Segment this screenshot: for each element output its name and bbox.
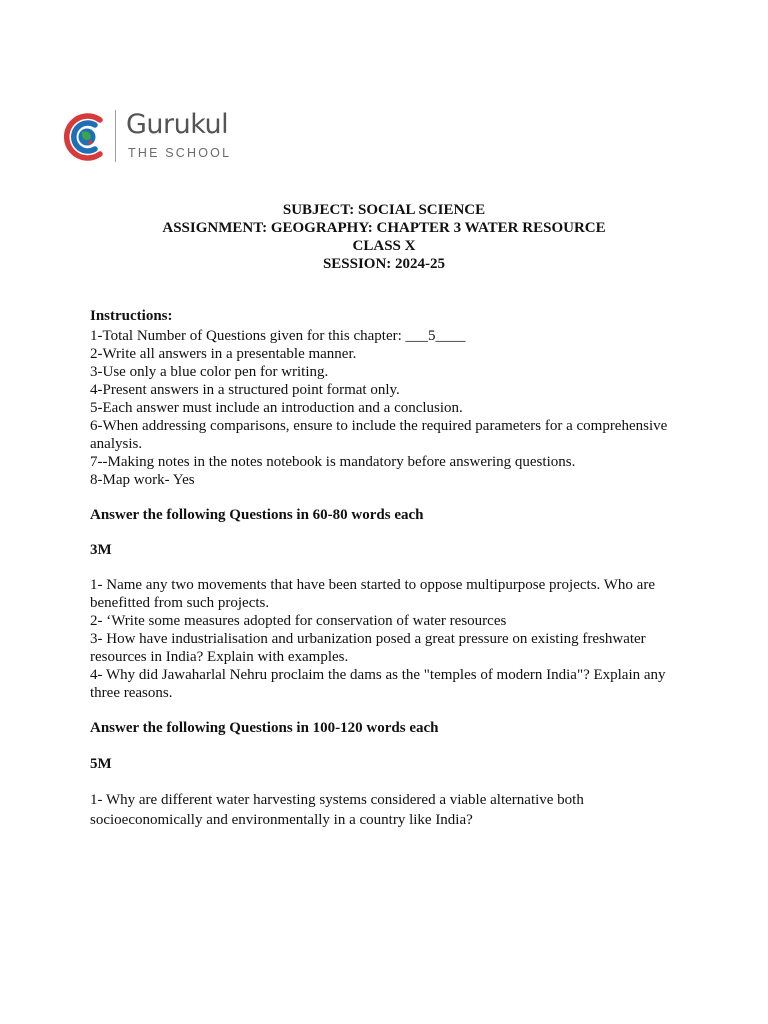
- instructions-list: [90, 327, 690, 489]
- class-line: CLASS X: [352, 238, 416, 254]
- question-item: 2- ‘Write some measures adopted for conservation of water resources: [90, 613, 507, 629]
- school-logo: [62, 108, 242, 166]
- session-line: SESSION: 2024-25: [322, 256, 446, 272]
- instruction-item: 1-Total Number of Questions given for this chapter: ___5____: [90, 328, 466, 344]
- instruction-item: 6-When addressing comparisons, ensure to include the required parameters for a comprehensive analysis.: [90, 418, 668, 452]
- section2-heading: Answer the following Questions in 100-120 words each: [90, 720, 439, 736]
- instruction-item: 4-Present answers in a structured point format only.: [90, 382, 400, 398]
- subject-line: SUBJECT: SOCIAL SCIENCE: [282, 202, 486, 218]
- section1-marks: 3M: [90, 542, 112, 558]
- logo-brand-name: Gurukul: [126, 109, 229, 140]
- instruction-item: 2-Write all answers in a presentable manner.: [90, 346, 357, 362]
- instruction-item: 7--Making notes in the notes notebook is mandatory before answering questions.: [90, 454, 576, 470]
- section2-marks: 5M: [90, 756, 112, 772]
- section1-heading: Answer the following Questions in 60-80 words each: [90, 507, 424, 523]
- assignment-line: ASSIGNMENT: GEOGRAPHY: CHAPTER 3 WATER RESOURCE: [162, 220, 606, 236]
- document-header: [0, 201, 768, 273]
- instructions-title: Instructions:: [90, 308, 173, 324]
- instruction-item: 5-Each answer must include an introduction and a conclusion.: [90, 400, 463, 416]
- gurukul-emblem-icon: [62, 110, 112, 164]
- document-body: [90, 307, 690, 830]
- instruction-item: 3-Use only a blue color pen for writing.: [90, 364, 329, 380]
- question-item: 4- Why did Jawaharlal Nehru proclaim the dams as the "temples of modern India"? Explain any three reasons.: [90, 667, 666, 701]
- question-item: 1- Why are different water harvesting systems considered a viable alternative both socioeconomically and environmentally in a country like India?: [90, 792, 584, 828]
- instruction-item: 8-Map work- Yes: [90, 472, 195, 488]
- logo-tagline: THE SCHOOL: [128, 146, 232, 160]
- section1-questions: [90, 576, 690, 702]
- question-item: 1- Name any two movements that have been started to oppose multipurpose projects. Who are benefitted from such projects.: [90, 577, 655, 611]
- section2-questions: [90, 790, 690, 830]
- logo-divider: [115, 110, 116, 162]
- question-item: 3- How have industrialisation and urbanization posed a great pressure on existing freshwater resources in India? Explain with examples.: [90, 631, 646, 665]
